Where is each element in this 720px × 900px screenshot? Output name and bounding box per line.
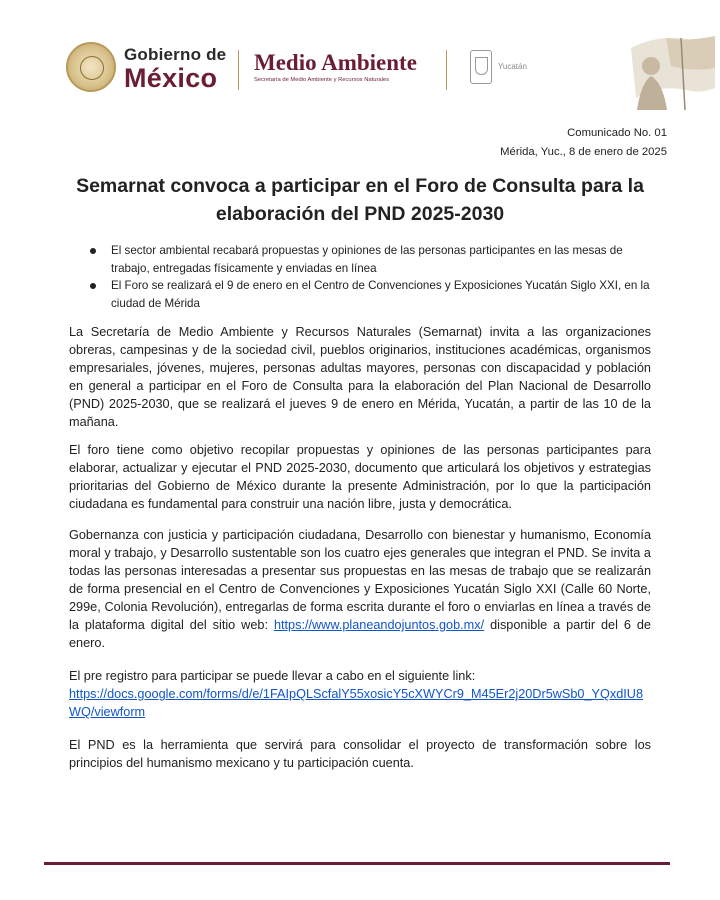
gobierno-line2: México bbox=[124, 63, 218, 93]
pre-registration-link[interactable]: https://docs.google.com/forms/d/e/1FAIpQLScfalY55xosicY5cXWYCr9_M45Er2j20Dr5wSb0_YQxdIU8WQ/viewform bbox=[69, 687, 644, 719]
bullet-icon bbox=[90, 283, 96, 289]
header-divider bbox=[238, 50, 239, 90]
header-divider bbox=[446, 50, 447, 90]
place-date: Mérida, Yuc., 8 de enero de 2025 bbox=[500, 146, 667, 158]
yucatan-shield-icon bbox=[470, 50, 492, 84]
list-item bbox=[88, 242, 658, 277]
paragraph-text: Gobernanza con justicia y participación ciudadana, Desarrollo con bienestar y humanismo, Economía moral y trabajo, y Desarrollo sustentable son los cuatro ejes generales que integran el PND. Se invita a todas las personas interesadas a presentar sus propuestas en las mesas de trabajo que se realizarán de forma presencial en el Centro de Convenciones y Exposiciones Yucatán Siglo XXI (Calle 60 Norte, 299e, Colonia Revolución), entregarlas de forma escrita durante el foro o enviarlas en línea a través de la plataforma digital del sitio web: bbox=[69, 528, 651, 632]
national-seal-icon bbox=[66, 42, 116, 92]
bullet-text: El sector ambiental recabará propuestas y opiniones de las personas participantes en las mesas de trabajo, entregadas físicamente y enviadas en línea bbox=[111, 244, 623, 275]
body-paragraph: El foro tiene como objetivo recopilar propuestas y opiniones de las personas participantes para elaborar, actualizar y ejecutar el PND 2025-2030, documento que articulará los objetivos y estrategias prioritarias del Gobierno de México durante la presente Administración, por lo que la participación ciudadana es fundamental para construir una nación libre, justa y democrática. bbox=[69, 443, 651, 511]
planeando-juntos-link[interactable]: https://www.planeandojuntos.gob.mx/ bbox=[273, 618, 485, 632]
gobierno-line1: Gobierno de bbox=[124, 45, 227, 64]
communique-meta bbox=[500, 124, 667, 162]
bullet-icon bbox=[90, 248, 96, 254]
ministry-subtitle: Secretaría de Medio Ambiente y Recursos Naturales bbox=[254, 77, 390, 83]
page-title: Semarnat convoca a participar en el Foro de Consulta para la elaboración del PND 2025-2030 bbox=[76, 175, 644, 225]
body-paragraph bbox=[69, 667, 651, 721]
paragraph-text: El pre registro para participar se puede llevar a cabo en el siguiente link: bbox=[69, 669, 476, 683]
body-paragraph bbox=[69, 526, 651, 652]
bullet-text: El Foro se realizará el 9 de enero en el Centro de Convenciones y Exposiciones Yucatán Siglo XXI, en la ciudad de Mérida bbox=[111, 279, 650, 310]
flag-figure-icon bbox=[611, 28, 717, 110]
paragraph-tail: disponible a partir del 6 de enero. bbox=[69, 618, 651, 650]
communique-number: Comunicado No. 01 bbox=[567, 127, 667, 139]
body-paragraph: El PND es la herramienta que servirá para consolidar el proyecto de transformación sobre los principios del humanismo mexicano y tu participación cuenta. bbox=[69, 738, 651, 770]
ministry-logo bbox=[254, 50, 417, 83]
gobierno-logo bbox=[124, 46, 226, 92]
ministry-title: Medio Ambiente bbox=[254, 50, 417, 75]
list-item bbox=[88, 277, 658, 312]
letterhead bbox=[66, 40, 706, 100]
body-paragraph: La Secretaría de Medio Ambiente y Recursos Naturales (Semarnat) invita a las organizaciones obreras, campesinas y de la sociedad civil, pueblos originarios, instituciones académicas, organismos empresariales, jóvenes, mujeres, personas adultas mayores, personas con discapacidad y población en general a participar en el Foro de Consulta para la elaboración del Plan Nacional de Desarrollo (PND) 2025-2030, que se realizará el jueves 9 de enero en Mérida, Yucatán, a partir de las 10 de la mañana. bbox=[69, 325, 651, 429]
state-label: Yucatán bbox=[498, 62, 527, 71]
footer-divider bbox=[44, 862, 670, 865]
summary-bullets bbox=[88, 242, 658, 312]
